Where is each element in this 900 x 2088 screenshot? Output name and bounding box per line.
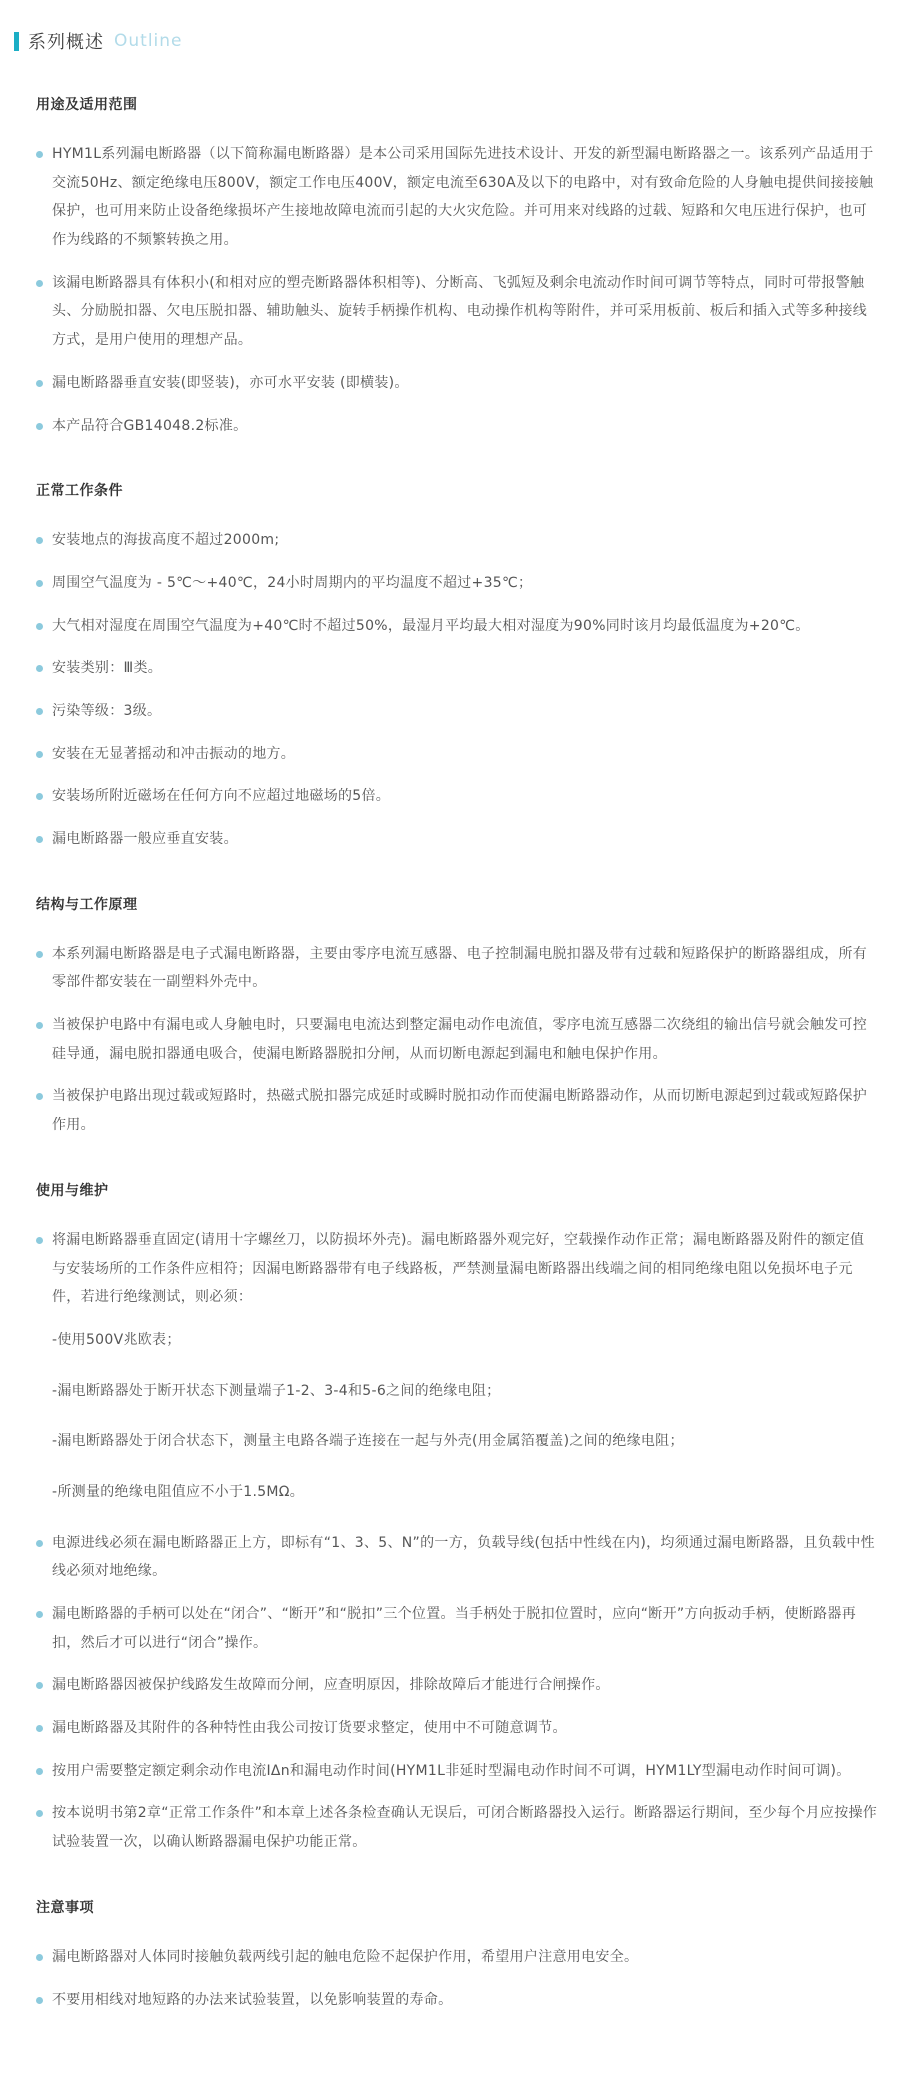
bullet-item <box>36 1986 878 2015</box>
bullet-item <box>36 412 878 441</box>
bullet-item <box>36 697 878 726</box>
bullet-item <box>36 825 878 854</box>
bullet-dot-icon <box>36 1725 43 1732</box>
item-text: 安装在无显著摇动和冲击振动的地方。 <box>52 745 296 762</box>
item-text: 当被保护电路出现过载或短路时，热磁式脱扣器完成延时或瞬时脱扣动作而使漏电断路器动作，从而切断电源起到过载或短路保护作用。 <box>52 1088 868 1134</box>
item-text: -使用500V兆欧表； <box>52 1331 181 1348</box>
bullet-dot-icon <box>36 1810 43 1817</box>
bullet-dot-icon <box>36 1022 43 1029</box>
item-text: 当被保护电路中有漏电或人身触电时，只要漏电电流达到整定漏电动作电流值，零序电流互感器二次绕组的输出信号就会触发可控硅导通，漏电脱扣器通电吸合，使漏电断路器脱扣分闸，从而切断电源起到漏电和触电保护作用。 <box>52 1017 868 1062</box>
bullet-item <box>36 1714 878 1743</box>
bullet-item <box>36 1529 878 1586</box>
bullet-item <box>36 1600 878 1657</box>
bullet-dot-icon <box>36 751 43 758</box>
page-title: 系列概述 <box>28 32 104 53</box>
bullet-item <box>36 1011 878 1068</box>
item-text: HYM1L系列漏电断路器（以下简称漏电断路器）是本公司采用国际先进技术设计、开发的新型漏电断路器之一。该系列产品适用于交流50Hz、额定绝缘电压800V，额定工作电压400V，额定电流至630A及以下的电路中，对有致命危险的人身触电提供间接接触保护，也可用来防止设备绝缘损坏产生接地故障电流而引起的大火灾危险。并可用来对线路的过载、短路和欠电压进行保护，也可作为线路的不频繁转换之用。 <box>52 146 874 249</box>
document-sections <box>14 94 878 2014</box>
bullet-item <box>36 369 878 398</box>
bullet-item <box>36 782 878 811</box>
item-text: 漏电断路器垂直安装(即竖装)，亦可水平安装 (即横装)。 <box>52 374 409 391</box>
bullet-dot-icon <box>36 1093 43 1100</box>
bullet-dot-icon <box>36 380 43 387</box>
item-text: 漏电断路器对人体同时接触负载两线引起的触电危险不起保护作用，希望用户注意用电安全。 <box>52 1948 639 1965</box>
item-text: 本系列漏电断路器是电子式漏电断路器，主要由零序电流互感器、电子控制漏电脱扣器及带有过载和短路保护的断路器组成，所有零部件都安装在一副塑料外壳中。 <box>52 945 868 991</box>
bullet-dot-icon <box>36 1768 43 1775</box>
item-text: 不要用相线对地短路的办法来试验装置，以免影响装置的寿命。 <box>52 1991 453 2008</box>
page-header <box>14 28 878 54</box>
item-text: 安装地点的海拔高度不超过2000m; <box>52 532 280 549</box>
item-text: 该漏电断路器具有体积小(和相对应的塑壳断路器体积相等)、分断高、飞弧短及剩余电流动作时间可调节等特点，同时可带报警触头、分励脱扣器、欠电压脱扣器、辅助触头、旋转手柄操作机构、电动操作机构等附件，并可采用板前、板后和插入式等多种接线方式，是用户使用的理想产品。 <box>52 274 868 349</box>
item-text: 按本说明书第2章“正常工作条件”和本章上述各条检查确认无误后，可闭合断路器投入运行。断路器运行期间，至少每个月应按操作试验装置一次，以确认断路器漏电保护功能正常。 <box>52 1805 878 1851</box>
bullet-dot-icon <box>36 1997 43 2004</box>
item-text: 漏电断路器及其附件的各种特性由我公司按订货要求整定，使用中不可随意调节。 <box>52 1720 567 1737</box>
bullet-item <box>36 140 878 255</box>
bullet-item <box>36 612 878 641</box>
accent-bar-icon <box>14 32 19 51</box>
bullet-item <box>36 740 878 769</box>
item-text: 将漏电断路器垂直固定(请用十字螺丝刀，以防损坏外壳)。漏电断路器外观完好，空载操作动作正常；漏电断路器及附件的额定值与安装场所的工作条件应相符；因漏电断路器带有电子线路板，严禁测量漏电断路器出线端之间的相同绝缘电阻以免损坏电子元件，若进行绝缘测试，则必须： <box>52 1231 865 1306</box>
bullet-dot-icon <box>36 623 43 630</box>
item-text: -漏电断路器处于闭合状态下，测量主电路各端子连接在一起与外壳(用金属箔覆盖)之间的绝缘电阻； <box>52 1433 684 1450</box>
bullet-item <box>36 569 878 598</box>
bullet-dot-icon <box>36 580 43 587</box>
item-text: 按用户需要整定额定剩余动作电流IΔn和漏电动作时间(HYM1L非延时型漏电动作时间不可调，HYM1LY型漏电动作时间可调)。 <box>52 1762 851 1779</box>
item-text: 污染等级：3级。 <box>52 702 162 719</box>
bullet-dot-icon <box>36 1540 43 1547</box>
bullet-dot-icon <box>36 665 43 672</box>
item-text: 漏电断路器一般应垂直安装。 <box>52 831 238 847</box>
section-heading: 正常工作条件 <box>36 483 123 500</box>
bullet-dot-icon <box>36 1954 43 1961</box>
sub-item <box>36 1478 878 1507</box>
bullet-item <box>36 526 878 555</box>
item-text: 本产品符合GB14048.2标准。 <box>52 417 248 434</box>
bullet-dot-icon <box>36 1237 43 1244</box>
item-text: 安装场所附近磁场在任何方向不应超过地磁场的5倍。 <box>52 788 391 805</box>
bullet-item <box>36 1799 878 1856</box>
item-text: 漏电断路器因被保护线路发生故障而分闸，应查明原因，排除故障后才能进行合闸操作。 <box>52 1677 610 1694</box>
item-text: 电源进线必须在漏电断路器正上方，即标有“1、3、5、N”的一方，负载导线(包括中性线在内)，均须通过漏电断路器，且负载中性线必须对地绝缘。 <box>52 1534 875 1580</box>
bullet-dot-icon <box>36 1682 43 1689</box>
item-text: -所测量的绝缘电阻值应不小于1.5MΩ。 <box>52 1483 305 1500</box>
bullet-item <box>36 1671 878 1700</box>
page-subtitle: Outline <box>114 31 183 51</box>
bullet-item <box>36 1226 878 1312</box>
bullet-item <box>36 1082 878 1139</box>
sub-item <box>36 1427 878 1456</box>
bullet-dot-icon <box>36 151 43 158</box>
bullet-dot-icon <box>36 951 43 958</box>
bullet-item <box>36 1757 878 1786</box>
bullet-dot-icon <box>36 423 43 430</box>
bullet-dot-icon <box>36 1611 43 1618</box>
sub-item <box>36 1326 878 1355</box>
bullet-dot-icon <box>36 537 43 544</box>
section-heading: 用途及适用范围 <box>36 97 138 113</box>
bullet-dot-icon <box>36 793 43 800</box>
item-text: 安装类别：Ⅲ类。 <box>52 660 163 677</box>
bullet-dot-icon <box>36 280 43 287</box>
item-text: -漏电断路器处于断开状态下测量端子1-2、3-4和5-6之间的绝缘电阻； <box>52 1382 501 1399</box>
section-heading: 注意事项 <box>36 1899 94 1916</box>
sub-item <box>36 1377 878 1406</box>
section-heading: 结构与工作原理 <box>36 896 138 913</box>
item-text: 周围空气温度为 - 5℃～+40℃，24小时周期内的平均温度不超过+35℃； <box>52 574 533 591</box>
section-heading: 使用与维护 <box>36 1182 109 1199</box>
bullet-item <box>36 1943 878 1972</box>
bullet-item <box>36 940 878 997</box>
bullet-item <box>36 654 878 683</box>
bullet-dot-icon <box>36 836 43 843</box>
item-text: 大气相对湿度在周围空气温度为+40℃时不超过50%，最湿月平均最大相对湿度为90%同时该月均最低温度为+20℃。 <box>52 617 810 634</box>
bullet-dot-icon <box>36 708 43 715</box>
bullet-item <box>36 269 878 355</box>
item-text: 漏电断路器的手柄可以处在“闭合”、“断开”和“脱扣”三个位置。当手柄处于脱扣位置时，应向“断开”方向扳动手柄，使断路器再扣，然后才可以进行“闭合”操作。 <box>52 1606 857 1651</box>
